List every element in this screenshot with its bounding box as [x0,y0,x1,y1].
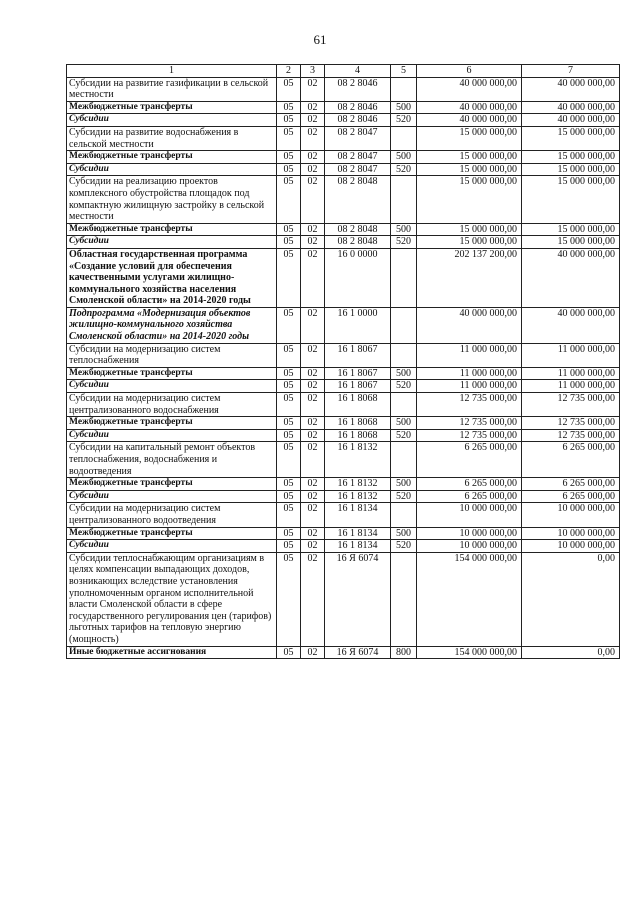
table-row [67,417,620,430]
table-row [67,393,620,417]
section-code-cell: 05 [277,236,301,249]
row-name-cell: Субсидии [67,114,277,127]
subsection-code-cell: 02 [301,114,325,127]
row-name-cell: Субсидии на модернизацию систем централизованного водоотведения [67,503,277,527]
target-article-cell: 16 Я 6074 [325,552,391,646]
expense-type-cell [391,126,417,150]
amount-year2-cell: 15 000 000,00 [522,223,620,236]
expense-type-cell: 520 [391,114,417,127]
expense-type-cell: 500 [391,223,417,236]
row-name-cell: Субсидии на капитальный ремонт объектов теплоснабжения, водоснабжения и водоотведения [67,442,277,478]
row-name-cell: Межбюджетные трансферты [67,223,277,236]
column-header: 3 [301,65,325,78]
table-row [67,540,620,553]
row-name-cell: Субсидии теплоснабжающим организациям в целях компенсации выпадающих доходов, возникающих вследствие установления уполномоченным органом исполнительной власти Смоленской области в сфере государственного регулирования цен (тарифов) льготных тарифов на тепловую энергию (мощность) [67,552,277,646]
subsection-code-cell: 02 [301,417,325,430]
section-code-cell: 05 [277,223,301,236]
row-name-cell: Субсидии [67,236,277,249]
amount-year1-cell: 15 000 000,00 [417,236,522,249]
table-row [67,114,620,127]
page-number: 61 [313,32,327,47]
section-code-cell: 05 [277,646,301,659]
target-article-cell: 08 2 8046 [325,77,391,101]
row-name-cell: Субсидии на развитие газификации в сельской местности [67,77,277,101]
target-article-cell: 16 1 8067 [325,380,391,393]
target-article-cell: 08 2 8047 [325,126,391,150]
table-row [67,77,620,101]
amount-year2-cell: 10 000 000,00 [522,527,620,540]
amount-year2-cell: 0,00 [522,552,620,646]
target-article-cell: 16 1 8132 [325,442,391,478]
amount-year1-cell: 15 000 000,00 [417,223,522,236]
subsection-code-cell: 02 [301,176,325,223]
expense-type-cell: 500 [391,527,417,540]
subsection-code-cell: 02 [301,393,325,417]
subsection-code-cell: 02 [301,77,325,101]
row-name-cell: Субсидии на модернизацию систем теплоснабжения [67,343,277,367]
row-name-cell: Субсидии [67,380,277,393]
section-code-cell: 05 [277,380,301,393]
column-header: 6 [417,65,522,78]
expense-type-cell [391,248,417,307]
amount-year1-cell: 202 137 200,00 [417,248,522,307]
section-code-cell: 05 [277,248,301,307]
row-name-cell: Межбюджетные трансферты [67,151,277,164]
amount-year1-cell: 40 000 000,00 [417,101,522,114]
table-row [67,101,620,114]
target-article-cell: 16 1 8134 [325,527,391,540]
row-name-cell: Субсидии [67,163,277,176]
row-name-cell: Субсидии на реализацию проектов комплексного обустройства площадок под компактную жилищную застройку в сельской местности [67,176,277,223]
table-row [67,248,620,307]
expense-type-cell: 520 [391,540,417,553]
target-article-cell: 16 1 8067 [325,343,391,367]
amount-year2-cell: 15 000 000,00 [522,236,620,249]
expense-type-cell: 500 [391,478,417,491]
amount-year1-cell: 10 000 000,00 [417,540,522,553]
amount-year2-cell: 0,00 [522,646,620,659]
subsection-code-cell: 02 [301,101,325,114]
target-article-cell: 08 2 8048 [325,223,391,236]
amount-year2-cell: 40 000 000,00 [522,101,620,114]
row-name-cell: Субсидии на модернизацию систем централизованного водоснабжения [67,393,277,417]
subsection-code-cell: 02 [301,380,325,393]
amount-year2-cell: 11 000 000,00 [522,380,620,393]
subsection-code-cell: 02 [301,236,325,249]
table-row [67,367,620,380]
row-name-cell: Межбюджетные трансферты [67,417,277,430]
amount-year2-cell: 15 000 000,00 [522,176,620,223]
section-code-cell: 05 [277,77,301,101]
table-row [67,380,620,393]
amount-year2-cell: 40 000 000,00 [522,77,620,101]
row-name-cell: Областная государственная программа «Создание условий для обеспечения качественными услугами жилищно-коммунального хозяйства населения Смоленской области» на 2014-2020 годы [67,248,277,307]
amount-year1-cell: 15 000 000,00 [417,126,522,150]
amount-year2-cell: 40 000 000,00 [522,114,620,127]
expense-type-cell: 800 [391,646,417,659]
section-code-cell: 05 [277,478,301,491]
section-code-cell: 05 [277,393,301,417]
target-article-cell: 16 1 8068 [325,393,391,417]
section-code-cell: 05 [277,417,301,430]
expense-type-cell [391,77,417,101]
budget-table [66,64,620,659]
amount-year2-cell: 12 735 000,00 [522,393,620,417]
target-article-cell: 08 2 8047 [325,151,391,164]
table-row [67,503,620,527]
table-row [67,236,620,249]
amount-year2-cell: 6 265 000,00 [522,478,620,491]
subsection-code-cell: 02 [301,527,325,540]
subsection-code-cell: 02 [301,503,325,527]
column-header: 2 [277,65,301,78]
expense-type-cell: 520 [391,429,417,442]
subsection-code-cell: 02 [301,163,325,176]
table-row [67,126,620,150]
expense-type-cell: 500 [391,417,417,430]
target-article-cell: 16 1 8068 [325,429,391,442]
row-name-cell: Субсидии на развитие водоснабжения в сельской местности [67,126,277,150]
amount-year2-cell: 10 000 000,00 [522,540,620,553]
expense-type-cell [391,503,417,527]
expense-type-cell: 500 [391,101,417,114]
amount-year1-cell: 15 000 000,00 [417,163,522,176]
expense-type-cell: 520 [391,490,417,503]
amount-year1-cell: 40 000 000,00 [417,77,522,101]
amount-year1-cell: 40 000 000,00 [417,307,522,343]
amount-year2-cell: 6 265 000,00 [522,490,620,503]
section-code-cell: 05 [277,114,301,127]
amount-year1-cell: 6 265 000,00 [417,442,522,478]
expense-type-cell: 520 [391,236,417,249]
row-name-cell: Иные бюджетные ассигнования [67,646,277,659]
column-header: 1 [67,65,277,78]
section-code-cell: 05 [277,442,301,478]
expense-type-cell [391,552,417,646]
subsection-code-cell: 02 [301,223,325,236]
table-row [67,307,620,343]
section-code-cell: 05 [277,151,301,164]
row-name-cell: Подпрограмма «Модернизация объектов жилищно-коммунального хозяйства Смоленской области» на 2014-2020 годы [67,307,277,343]
subsection-code-cell: 02 [301,307,325,343]
amount-year1-cell: 11 000 000,00 [417,380,522,393]
amount-year1-cell: 154 000 000,00 [417,552,522,646]
subsection-code-cell: 02 [301,490,325,503]
amount-year1-cell: 6 265 000,00 [417,478,522,491]
target-article-cell: 08 2 8048 [325,176,391,223]
row-name-cell: Межбюджетные трансферты [67,527,277,540]
amount-year2-cell: 15 000 000,00 [522,151,620,164]
amount-year1-cell: 12 735 000,00 [417,393,522,417]
column-header: 5 [391,65,417,78]
amount-year1-cell: 12 735 000,00 [417,429,522,442]
amount-year1-cell: 10 000 000,00 [417,503,522,527]
section-code-cell: 05 [277,367,301,380]
target-article-cell: 16 1 8134 [325,503,391,527]
amount-year1-cell: 11 000 000,00 [417,367,522,380]
target-article-cell: 16 1 8132 [325,478,391,491]
amount-year2-cell: 15 000 000,00 [522,163,620,176]
row-name-cell: Межбюджетные трансферты [67,101,277,114]
amount-year1-cell: 15 000 000,00 [417,176,522,223]
section-code-cell: 05 [277,126,301,150]
table-row [67,490,620,503]
section-code-cell: 05 [277,307,301,343]
column-numbers-row [67,65,620,78]
amount-year2-cell: 40 000 000,00 [522,307,620,343]
section-code-cell: 05 [277,176,301,223]
amount-year1-cell: 6 265 000,00 [417,490,522,503]
target-article-cell: 08 2 8048 [325,236,391,249]
target-article-cell: 08 2 8046 [325,114,391,127]
subsection-code-cell: 02 [301,552,325,646]
expense-type-cell [391,442,417,478]
section-code-cell: 05 [277,101,301,114]
amount-year1-cell: 154 000 000,00 [417,646,522,659]
amount-year2-cell: 10 000 000,00 [522,503,620,527]
amount-year1-cell: 12 735 000,00 [417,417,522,430]
table-row [67,478,620,491]
row-name-cell: Межбюджетные трансферты [67,478,277,491]
expense-type-cell [391,176,417,223]
subsection-code-cell: 02 [301,126,325,150]
target-article-cell: 16 1 8132 [325,490,391,503]
subsection-code-cell: 02 [301,429,325,442]
target-article-cell: 16 1 0000 [325,307,391,343]
row-name-cell: Межбюджетные трансферты [67,367,277,380]
expense-type-cell: 500 [391,151,417,164]
table-row [67,552,620,646]
row-name-cell: Субсидии [67,490,277,503]
target-article-cell: 08 2 8047 [325,163,391,176]
target-article-cell: 16 1 8134 [325,540,391,553]
subsection-code-cell: 02 [301,646,325,659]
amount-year2-cell: 40 000 000,00 [522,248,620,307]
target-article-cell: 16 1 8068 [325,417,391,430]
amount-year1-cell: 15 000 000,00 [417,151,522,164]
amount-year2-cell: 12 735 000,00 [522,417,620,430]
table-row [67,176,620,223]
amount-year2-cell: 11 000 000,00 [522,343,620,367]
table-row [67,343,620,367]
amount-year1-cell: 10 000 000,00 [417,527,522,540]
section-code-cell: 05 [277,490,301,503]
table-row [67,223,620,236]
section-code-cell: 05 [277,503,301,527]
subsection-code-cell: 02 [301,540,325,553]
amount-year2-cell: 12 735 000,00 [522,429,620,442]
row-name-cell: Субсидии [67,429,277,442]
subsection-code-cell: 02 [301,151,325,164]
column-header: 4 [325,65,391,78]
row-name-cell: Субсидии [67,540,277,553]
subsection-code-cell: 02 [301,367,325,380]
column-header: 7 [522,65,620,78]
table-row [67,163,620,176]
subsection-code-cell: 02 [301,343,325,367]
target-article-cell: 08 2 8046 [325,101,391,114]
target-article-cell: 16 Я 6074 [325,646,391,659]
subsection-code-cell: 02 [301,248,325,307]
subsection-code-cell: 02 [301,442,325,478]
expense-type-cell [391,393,417,417]
target-article-cell: 16 1 8067 [325,367,391,380]
amount-year1-cell: 11 000 000,00 [417,343,522,367]
amount-year1-cell: 40 000 000,00 [417,114,522,127]
amount-year2-cell: 11 000 000,00 [522,367,620,380]
amount-year2-cell: 6 265 000,00 [522,442,620,478]
subsection-code-cell: 02 [301,478,325,491]
table-row [67,442,620,478]
expense-type-cell [391,343,417,367]
section-code-cell: 05 [277,429,301,442]
table-body [67,77,620,659]
expense-type-cell: 520 [391,163,417,176]
table-row [67,646,620,659]
section-code-cell: 05 [277,527,301,540]
section-code-cell: 05 [277,163,301,176]
expense-type-cell: 500 [391,367,417,380]
table-row [67,151,620,164]
expense-type-cell [391,307,417,343]
table-row [67,429,620,442]
section-code-cell: 05 [277,552,301,646]
target-article-cell: 16 0 0000 [325,248,391,307]
table-row [67,527,620,540]
expense-type-cell: 520 [391,380,417,393]
section-code-cell: 05 [277,343,301,367]
amount-year2-cell: 15 000 000,00 [522,126,620,150]
section-code-cell: 05 [277,540,301,553]
